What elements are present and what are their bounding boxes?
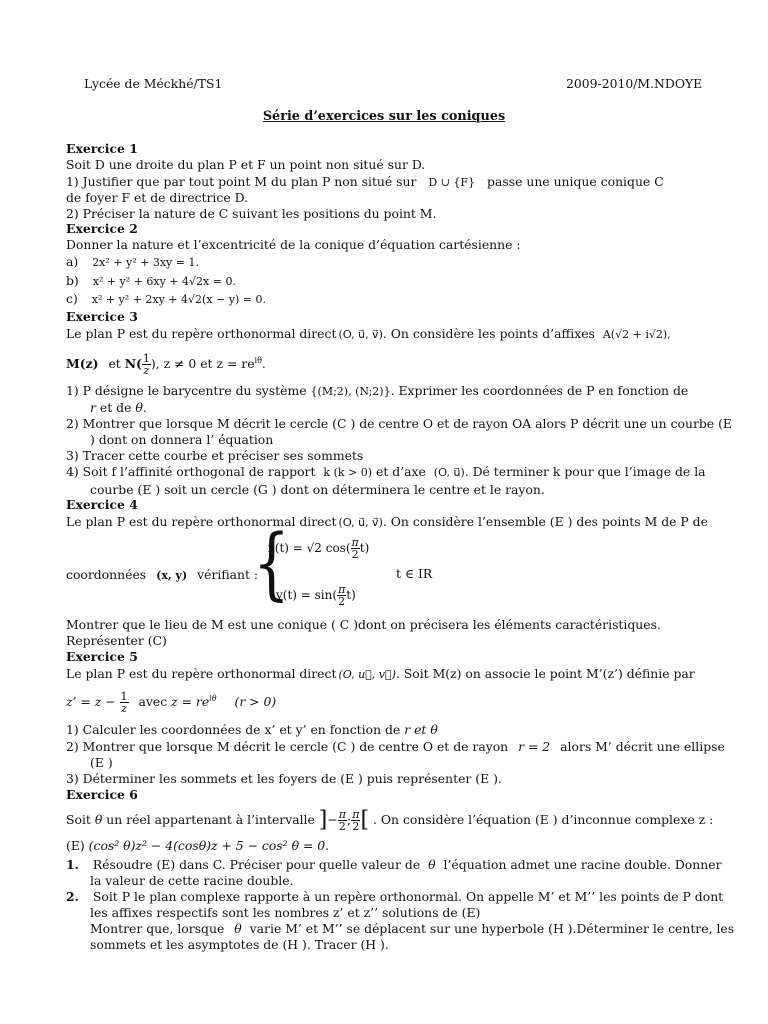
ex3-point-a: A(√2 + i√2),	[602, 328, 671, 341]
ex3-frame: (O, u⃗, v⃗)	[338, 328, 383, 341]
ex2-label-a: a)	[66, 254, 79, 269]
ex3-line-2	[66, 349, 266, 376]
ex6-int-open: ]	[318, 807, 328, 833]
ex4-line-3: Montrer que le lieu de M est une conique ( C )dont on précisera les éléments caractéristiques.	[66, 617, 661, 632]
ex3-point-m: M(z)	[66, 356, 99, 372]
ex6-theta: θ	[94, 812, 103, 827]
ex6-item-1-number: 1.	[66, 857, 79, 872]
ex6-int-sep: ;	[347, 812, 352, 827]
ex6-item-2c: Montrer que, lorsque	[90, 921, 225, 936]
exercise-2-heading: Exercice 2	[66, 221, 138, 236]
ex5-line-1b: . Soit M(z) on associe le point M’(z’) définie par	[395, 666, 695, 681]
ex3-item-1-cont	[90, 400, 147, 416]
ex5-radius: r = 2	[518, 739, 551, 754]
ex4-coord-label: coordonnées	[66, 567, 147, 582]
ex6-item-2d: varie M’ et M’’ se déplacent sur une hyperbole (H ).Déterminer le centre, les	[249, 921, 735, 936]
ex3-and: et	[108, 356, 121, 372]
ex4-line-1	[66, 514, 708, 531]
page-title: Série d’exercices sur les coniques	[262, 109, 506, 124]
ex1-line-2	[66, 174, 664, 191]
exercise-3-heading: Exercice 3	[66, 309, 138, 324]
ex6-item-1b: l’équation admet une racine double. Donner	[443, 857, 722, 872]
ex6-item-2-number: 2.	[66, 889, 79, 904]
ex2-eq-b: x² + y² + 6xy + 4√2x = 0.	[92, 275, 236, 288]
fraction-numerator: π	[338, 583, 346, 596]
ex4-coord-pair: (x, y)	[156, 569, 188, 582]
fraction-denominator: 2	[338, 820, 346, 833]
ex4-verif: vérifiant :	[197, 567, 259, 582]
ex6-item-1a: Résoudre (E) dans C. Préciser pour quelle valeur de	[92, 857, 421, 872]
ex5-exponent: iθ	[209, 694, 217, 703]
ex5-frame: (O, u⃗, v⃗)	[338, 668, 396, 681]
ex4-t-set: t ∈ IR	[396, 566, 433, 581]
ex3-line-1b: . On considère les points d’affixes	[382, 326, 595, 341]
ex5-z-def: z = re	[171, 694, 210, 710]
ex6-item-1-theta: θ	[428, 857, 436, 872]
ex2-line-1: Donner la nature et l’excentricité de la conique d’équation cartésienne :	[66, 237, 521, 252]
ex3-system: {(M;2), (N;2)}	[310, 385, 391, 398]
ex3-period-2: .	[142, 400, 147, 415]
ex6-int-minus: −	[327, 812, 338, 827]
ex3-item-2-cont: ) dont on donnera l’ équation	[90, 432, 274, 447]
ex5-line-1	[66, 666, 695, 683]
ex3-var-theta: θ	[135, 400, 143, 415]
ex6-eq-expr: (cos² θ)z² − 4(cosθ)z + 5 − cos² θ = 0	[88, 838, 326, 853]
ex2-eq-a: 2x² + y² + 3xy = 1.	[92, 256, 199, 269]
ex3-item-4b: et d’axe	[376, 464, 426, 479]
header-left: Lycée de Méckhé/TS1	[84, 76, 223, 91]
ex6-equation	[66, 838, 329, 854]
fraction-numerator: π	[352, 808, 360, 821]
ex3-item-4	[66, 464, 706, 481]
ex5-line-2	[66, 687, 276, 714]
ex3-point-n: N(	[124, 356, 142, 372]
ex5-item-2	[66, 739, 725, 755]
ex5-with: avec	[138, 694, 168, 710]
exercise-5-heading: Exercice 5	[66, 649, 138, 664]
fraction-denominator: 2	[351, 548, 359, 561]
ex5-r-cond: (r > 0)	[234, 694, 277, 710]
ex6-line-1	[66, 808, 713, 833]
ex3-item-1a: 1) P désigne le barycentre du système	[66, 383, 307, 398]
ex4-line-1a: Le plan P est du repère orthonormal direct	[66, 514, 337, 529]
ex1-line-2b: passe une unique conique C	[487, 174, 664, 189]
exercise-1-heading: Exercice 1	[66, 141, 138, 156]
ex5-item-2-cont: (E )	[90, 755, 113, 770]
ex5-item-2b: alors M’ décrit une ellipse	[560, 739, 725, 754]
ex1-line-4: 2) Préciser la nature de C suivant les positions du point M.	[66, 206, 437, 221]
exercise-4-heading: Exercice 4	[66, 497, 138, 512]
ex3-var-r: r	[90, 400, 96, 415]
ex4-coord-line	[66, 567, 258, 584]
ex6-eq-label: (E)	[66, 838, 85, 853]
ex3-item-4c: . Dé terminer k pour que l’image de la	[464, 464, 706, 479]
fraction-denominator: 2	[338, 595, 346, 608]
ex1-line-1: Soit D une droite du plan P et F un point non situé sur D.	[66, 157, 426, 172]
ex3-item-4-cont: courbe (E ) soit un cercle (G ) dont on déterminera le centre et le rayon.	[90, 482, 545, 497]
ex5-fraction	[120, 691, 129, 714]
ex6-eq-end: .	[325, 838, 330, 853]
fraction-numerator: 1	[120, 690, 128, 704]
fraction-numerator: 1	[142, 352, 150, 366]
ex4-line-1b: . On considère l’ensemble (E ) des points M de P de	[382, 514, 708, 529]
ex6-item-1-cont: la valeur de cette racine double.	[90, 873, 294, 888]
ex3-item-3: 3) Tracer cette courbe et préciser ses sommets	[66, 448, 364, 463]
ex2-item-a	[66, 254, 199, 271]
ex5-r-theta: r et θ	[404, 722, 438, 737]
ex4-eq-x	[268, 537, 369, 560]
ex5-item-1	[66, 722, 438, 738]
ex4-frame: (O, u⃗, v⃗)	[338, 516, 383, 529]
ex3-period: .	[261, 356, 266, 372]
ex6-item-2-line-2: les affixes respectifs sont les nombres z’ et z’’ solutions de (E)	[90, 905, 481, 920]
ex6-item-2-line-3	[90, 921, 734, 937]
ex4-eq-y	[276, 584, 356, 607]
ex4-eq-y-frac	[337, 584, 346, 607]
fraction-numerator: π	[351, 536, 359, 549]
ex4-eq-x-a: x(t) = √2 cos(	[268, 541, 351, 555]
ex4-line-4: Représenter (C)	[66, 633, 167, 648]
ex6-soit: Soit	[66, 812, 91, 827]
ex6-line-1c: . On considère l’équation (E ) d’inconnue complexe z :	[372, 812, 714, 827]
ex3-item-2: 2) Montrer que lorsque M décrit le cercle (C ) de centre O et de rayon OA alors P décrit une un courbe (E	[66, 416, 732, 431]
ex5-zprime: z’ = z −	[66, 694, 116, 710]
ex2-item-c	[66, 291, 266, 308]
ex3-item-1	[66, 383, 688, 400]
ex6-int-close: [	[360, 807, 370, 833]
ex4-eq-x-frac	[351, 537, 360, 560]
ex5-line-1a: Le plan P est du repère orthonormal direct	[66, 666, 337, 681]
ex3-fraction	[142, 353, 151, 376]
ex3-item-1b: . Exprimer les coordonnées de P en fonction de	[390, 383, 689, 398]
ex4-eq-x-b: t)	[359, 541, 370, 555]
ex3-line-1	[66, 326, 671, 343]
ex3-and-of: et de	[99, 400, 132, 415]
ex1-line-3: de foyer F et de directrice D.	[66, 190, 249, 205]
fraction-denominator: 2	[352, 820, 360, 833]
ex4-eq-y-a: y(t) = sin(	[276, 588, 338, 602]
ex5-item-3: 3) Déterminer les sommets et les foyers de (E ) puis représenter (E ).	[66, 771, 502, 786]
ex6-item-2-line-4: sommets et les asymptotes de (H ). Tracer (H ).	[90, 937, 389, 952]
ex4-eq-y-b: t)	[346, 588, 356, 602]
ex3-item-4a: 4) Soit f l’affinité orthogonal de rapport	[66, 464, 316, 479]
ex6-item-2-theta: θ	[234, 921, 242, 936]
fraction-denominator: z	[121, 702, 127, 716]
ex6-frac-1	[338, 809, 347, 832]
ex2-item-b	[66, 273, 236, 290]
ex3-ratio: k (k > 0)	[323, 466, 373, 479]
ex1-set-expr: D ∪ {F}	[428, 176, 476, 189]
ex6-item-2a: Soit P le plan complexe rapporte à un repère orthonormal. On appelle M’ et M’’ les points de P dont	[92, 889, 724, 904]
ex2-label-b: b)	[66, 273, 79, 288]
ex2-eq-c: x² + y² + 2xy + 4√2(x − y) = 0.	[91, 293, 266, 306]
ex2-label-c: c)	[66, 291, 78, 306]
ex3-axis: (O, u⃗)	[433, 466, 465, 479]
ex6-line-1b: un réel appartenant à l’intervalle	[106, 812, 315, 827]
ex6-item-1	[66, 857, 722, 873]
ex3-condition: ), z ≠ 0 et z = re	[150, 356, 255, 372]
exercise-6-heading: Exercice 6	[66, 787, 138, 802]
ex3-exponent: iθ	[254, 356, 262, 365]
ex3-line-1a: Le plan P est du repère orthonormal direct	[66, 326, 337, 341]
ex6-item-2	[66, 889, 723, 905]
ex5-item-1a: 1) Calculer les coordonnées de x’ et y’ en fonction de	[66, 722, 401, 737]
header-right: 2009-2010/M.NDOYE	[566, 76, 703, 91]
ex5-item-2a: 2) Montrer que lorsque M décrit le cercle (C ) de centre O et de rayon	[66, 739, 509, 754]
fraction-denominator: z	[143, 364, 150, 378]
fraction-numerator: π	[338, 808, 347, 821]
system-brace: {	[253, 517, 290, 610]
ex1-line-2a: 1) Justifier que par tout point M du plan P non situé sur	[66, 174, 417, 189]
